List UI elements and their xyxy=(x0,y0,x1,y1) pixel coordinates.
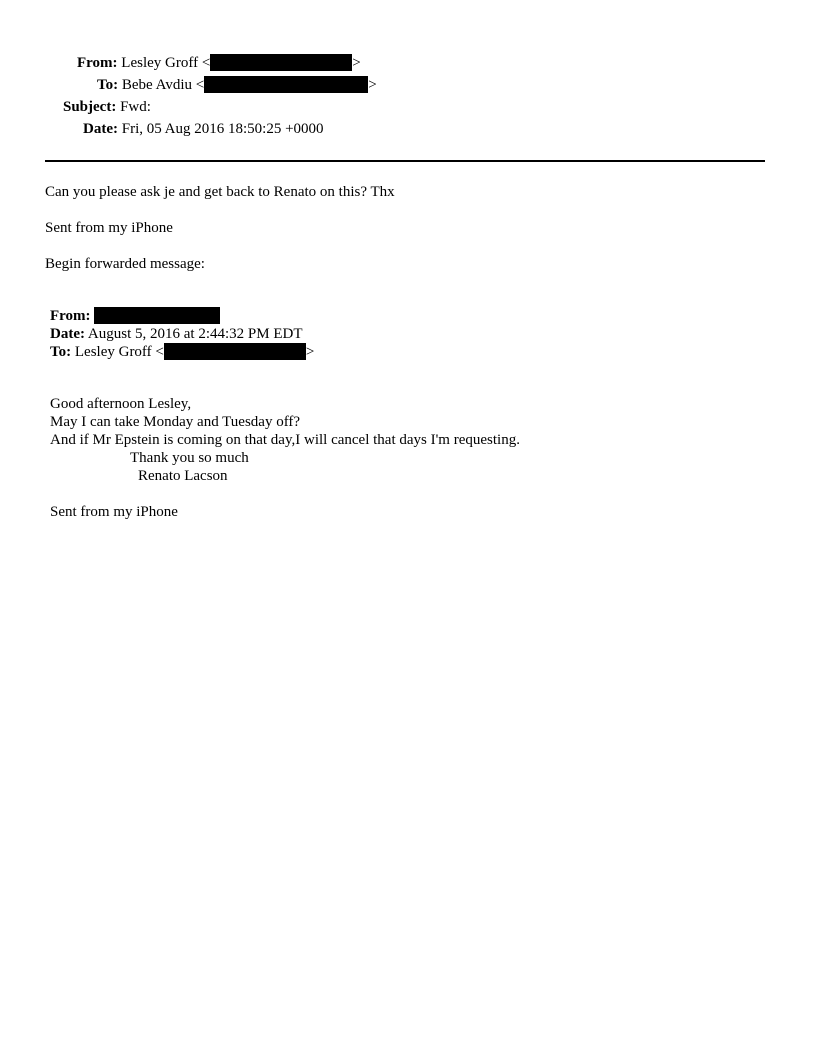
header-subject-value: Fwd: xyxy=(120,99,151,115)
header-date-label: Date: xyxy=(83,121,118,137)
fwd-to-close: > xyxy=(305,344,315,360)
header-divider xyxy=(45,160,765,162)
header-to-close: > xyxy=(368,77,377,93)
fwd-from-row xyxy=(50,307,220,325)
header-from-row xyxy=(77,54,361,72)
fwd-date-label: Date: xyxy=(50,326,85,342)
fwd-signature: Renato Lacson xyxy=(138,468,228,484)
header-from-close: > xyxy=(352,55,361,71)
body-forward-intro: Begin forwarded message: xyxy=(45,256,205,272)
header-date-row xyxy=(83,120,324,138)
fwd-to-row xyxy=(50,343,314,361)
redaction-box xyxy=(94,307,220,324)
fwd-date-row xyxy=(50,325,303,343)
fwd-line-1: May I can take Monday and Tuesday off? xyxy=(50,414,301,430)
fwd-to-label: To: xyxy=(50,344,72,360)
fwd-to-value: Lesley Groff < xyxy=(74,344,164,360)
header-to-value: Bebe Avdiu < xyxy=(121,77,205,93)
redaction-box xyxy=(164,343,306,360)
fwd-line-2: And if Mr Epstein is coming on that day,I will cancel that days I'm requesting. xyxy=(50,432,520,448)
fwd-greeting: Good afternoon Lesley, xyxy=(50,396,192,412)
header-subject-label: Subject: xyxy=(63,99,117,115)
header-from-value: Lesley Groff < xyxy=(121,55,211,71)
header-to-label: To: xyxy=(97,77,119,93)
fwd-thanks: Thank you so much xyxy=(130,450,249,466)
fwd-date-value: August 5, 2016 at 2:44:32 PM EDT xyxy=(87,326,303,342)
body-message: Can you please ask je and get back to Renato on this? Thx xyxy=(45,184,395,200)
header-subject-row xyxy=(63,98,151,116)
fwd-sent-from: Sent from my iPhone xyxy=(50,504,178,520)
redaction-box xyxy=(204,76,368,93)
header-to-row xyxy=(97,76,377,94)
redaction-box xyxy=(210,54,352,71)
header-date-value: Fri, 05 Aug 2016 18:50:25 +0000 xyxy=(121,121,324,137)
fwd-from-label: From: xyxy=(50,308,91,324)
header-from-label: From: xyxy=(77,55,118,71)
body-sent-from: Sent from my iPhone xyxy=(45,220,173,236)
